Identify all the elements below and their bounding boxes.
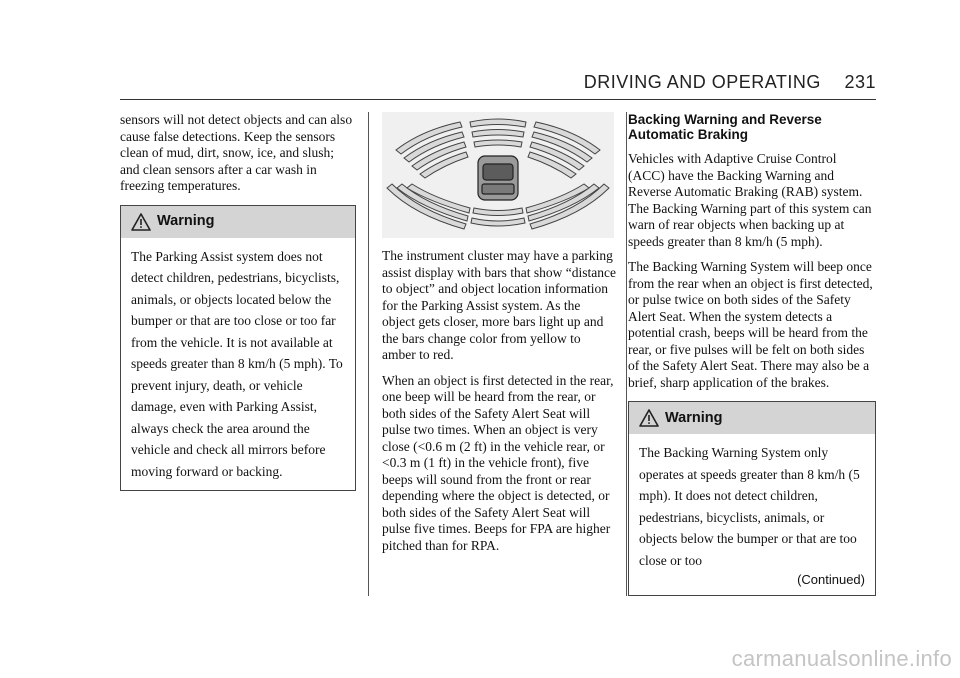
intro-paragraph: sensors will not detect objects and can also cause false detections. Keep the sensors clean of mud, dirt, snow, ice, and slush; and clean sensors after a car wash in freezing temperatures. [120, 112, 353, 193]
paragraph: When an object is first detected in the rear, one beep will be heard from the rear, or both sides of the Safety Alert Seat will pulse two times. When an object is very close (<0.6 m (2 ft) in the vehicle rear, or <0.3 m (1 ft) in the vehicle front), five beeps will sound from the front or rear depending where the object is detected, or both sides of the Safety Alert Seat will pulse five times. Beeps for FPA are higher pitched than for RPA. [382, 372, 614, 553]
warning-text: The Backing Warning System only operates at speeds greater than 8 km/h (5 mph). It does not detect children, pedestrians, bicyclists, animals, or objects below the bumper or that are too close or too [639, 445, 860, 568]
warning-title: Warning [157, 213, 215, 230]
parking-assist-bars-illustration [382, 112, 614, 238]
column-divider [368, 112, 369, 596]
column-divider [626, 112, 627, 596]
section-title: DRIVING AND OPERATING [583, 72, 821, 92]
watermark: carmanualsonline.info [731, 646, 952, 671]
section-heading: Backing Warning and Reverse Automatic Braking [628, 112, 822, 142]
warning-triangle-icon [131, 213, 151, 231]
warning-box [628, 401, 876, 596]
warning-box [120, 205, 356, 492]
warning-triangle-icon [639, 409, 659, 427]
warning-body [629, 434, 875, 595]
paragraph: The Backing Warning System will beep once from the rear when an object is first detected, or pulse twice on both sides of the Safety Alert Seat. When the system detects a potential crash, beeps will be heard from the rear, or five pulses will be felt on both sides of the Safety Alert Seat. There may also be a brief, sharp application of the brakes. [628, 259, 873, 390]
column-3 [628, 112, 876, 596]
warning-header [121, 206, 355, 238]
paragraph: The instrument cluster may have a parking assist display with bars that show “distance to object” and object location information for the Parking Assist system. As the object gets closer, more bars light up and the bars change color from yellow to amber to red. [382, 248, 616, 362]
header-rule [120, 99, 876, 100]
running-header [120, 72, 876, 98]
warning-body: The Parking Assist system does not detect children, pedestrians, bicyclists, animals, or objects located below the bumper or that are too close or too far from the vehicle. It is not available at speeds greater than 8 km/h (5 mph). To prevent injury, death, or vehicle damage, even with Parking Assist, always check the area around the vehicle and check all mirrors before moving forward or backing. [131, 248, 343, 479]
warning-header [629, 402, 875, 434]
continued-label: (Continued) [797, 572, 865, 587]
column-2 [382, 112, 616, 563]
page-number: 231 [844, 72, 876, 92]
column-1 [120, 112, 356, 491]
paragraph: Vehicles with Adaptive Cruise Control (ACC) have the Backing Warning and Reverse Automatic Braking (RAB) system. The Backing Warning part of this system can warn of rear objects when backing up at speeds greater than 8 km/h (5 mph). [628, 151, 872, 249]
warning-title: Warning [665, 409, 723, 426]
